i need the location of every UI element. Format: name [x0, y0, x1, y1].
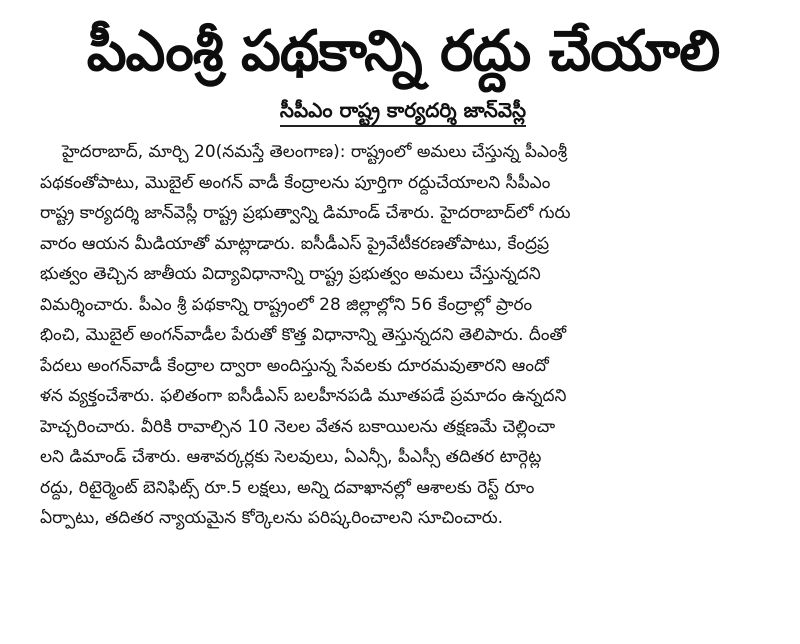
- body-line: వారం ఆయన మీడియాతో మాట్లాడారు. ఐసీడీఎస్ ప్రైవేటీకరణతోపాటు, కేంద్రప్ర: [40, 233, 550, 254]
- body-line: భుత్వం తెచ్చిన జాతీయ విద్యావిధానాన్ని రాష్ట్ర ప్రభుత్వం అమలు చేస్తున్నదని: [40, 264, 541, 284]
- body-line: పథకంతోపాటు, మొబైల్ అంగన్ వాడీ కేంద్రాలను పూర్తిగా రద్దుచేయాలని సీపీఎం: [40, 172, 551, 193]
- body-line: రాష్ట్ర కార్యదర్శి జాన్‌వెస్లీ రాష్ట్ర ప్రభుత్వాన్ని డిమాండ్ చేశారు. హైదరాబాద్‌లో గురు: [40, 203, 571, 223]
- body-line: పేదలు అంగన్‌వాడీ కేంద్రాల ద్వారా అందిస్తున్న సేవలకు దూరమవుతారని ఆందో: [40, 355, 549, 376]
- article-subheadline: సీపీఎం రాష్ట్ర కార్యదర్శి జాన్‌వెస్లీ: [280, 96, 526, 127]
- body-line: విమర్శించారు. పీఎం శ్రీ పథకాన్ని రాష్ట్రంలో 28 జిల్లాల్లోని 56 కేంద్రాల్లో ప్రారం: [40, 294, 533, 315]
- body-line: హెచ్చరించారు. వీరికి రావాల్సిన 10 నెలల వేతన బకాయిలను తక్షణమే చెల్లించా: [40, 416, 556, 437]
- body-line: ఏర్పాటు, తదితర న్యాయమైన కోర్కెలను పరిష్కరించాలని సూచించారు.: [40, 508, 504, 528]
- article-subheadline-wrap: [40, 96, 766, 127]
- article-headline: పీఎంశ్రీ పథకాన్ని రద్దు చేయాలి: [86, 19, 720, 84]
- article-body: [40, 137, 766, 534]
- body-line: రద్దు, రిటైర్మెంట్ బెనిఫిట్స్ రూ.5 లక్షలు, అన్ని దవాఖానల్లో ఆశాలకు రెస్ట్ రూం: [40, 477, 535, 498]
- body-line: లని డిమాండ్ చేశారు. ఆశావర్కర్లకు సెలవులు, ఏఎన్సీ, పీఎస్సీ తదితర టార్గెట్ల: [40, 447, 542, 467]
- body-line: ళన వ్యక్తంచేశారు. ఫలితంగా ఐసీడీఎస్ బలహీనపడి మూతపడే ప్రమాదం ఉన్నదని: [40, 386, 567, 406]
- body-line: హైదరాబాద్, మార్చి 20(నమస్తే తెలంగాణ): రాష్ట్రంలో అమలు చేస్తున్న పీఎంశ్రీ: [62, 142, 568, 162]
- body-line: భించి, మొబైల్ అంగన్‌వాడీల పేరుతో కొత్త విధానాన్ని తెస్తున్నదని తెలిపారు. దీంతో: [40, 325, 567, 345]
